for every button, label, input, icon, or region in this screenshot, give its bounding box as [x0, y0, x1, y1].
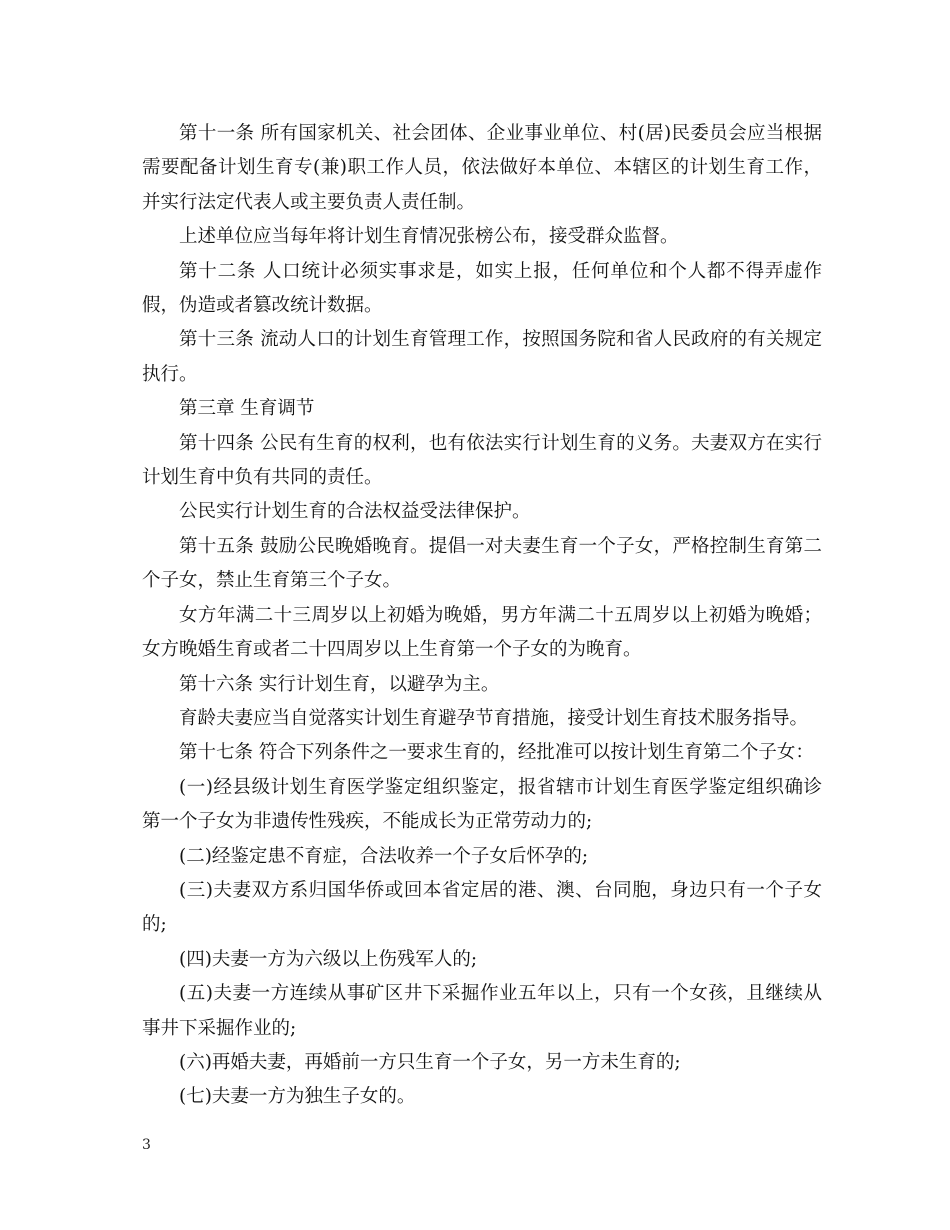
paragraph-article-13: 第十三条 流动人口的计划生育管理工作，按照国务院和省人民政府的有关规定执行。: [142, 329, 822, 385]
list-item-condition-3: (三)夫妻双方系归国华侨或回本省定居的港、澳、台同胞，身边只有一个子女的;: [142, 879, 822, 936]
paragraph-article-15: 第十五条 鼓励公民晚婚晚育。提倡一对夫妻生育一个子女，严格控制生育第二个子女，禁止生育第三个子女。: [142, 535, 822, 592]
list-item-condition-2: (二)经鉴定患不育症，合法收养一个子女后怀孕的;: [179, 845, 589, 867]
paragraph-article-11-public-notice: 上述单位应当每年将计划生育情况张榜公布，接受群众监督。: [179, 226, 679, 248]
list-item-condition-4: (四)夫妻一方为六级以上伤残军人的;: [179, 948, 478, 970]
list-item-condition-6: (六)再婚夫妻，再婚前一方只生育一个子女，另一方未生育的;: [179, 1051, 681, 1073]
paragraph-article-12: 第十二条 人口统计必须实事求是，如实上报，任何单位和个人都不得弄虚作假，伪造或者篡改统计数据。: [142, 260, 822, 317]
page-number: 3: [142, 1137, 151, 1153]
document-body: [142, 117, 822, 1115]
list-item-condition-1: (一)经县级计划生育医学鉴定组织鉴定，报省辖市计划生育医学鉴定组织确诊第一个子女为非遗传性残疾，不能成长为正常劳动力的;: [142, 776, 822, 833]
list-item-condition-5: (五)夫妻一方连续从事矿区井下采掘作业五年以上，只有一个女孩，且继续从事井下采掘作业的;: [142, 983, 822, 1039]
chapter-heading: 第三章 生育调节: [179, 398, 315, 420]
paragraph-article-16: 第十六条 实行计划生育，以避孕为主。: [179, 673, 500, 695]
paragraph-article-17: 第十七条 符合下列条件之一要求生育的，经批准可以按计划生育第二个子女：: [179, 742, 814, 764]
paragraph-article-14: 第十四条 公民有生育的权利，也有依法实行计划生育的义务。夫妻双方在实行计划生育中负有共同的责任。: [142, 432, 822, 489]
paragraph-article-11: 第十一条 所有国家机关、社会团体、企业事业单位、村(居)民委员会应当根据需要配备计划生育专(兼)职工作人员，依法做好本单位、本辖区的计划生育工作，并实行法定代表人或主要负责人责任制。: [142, 123, 822, 213]
paragraph-article-14-protection: 公民实行计划生育的合法权益受法律保护。: [179, 501, 531, 523]
paragraph-article-16-contraception: 育龄夫妻应当自觉落实计划生育避孕节育措施，接受计划生育技术服务指导。: [179, 707, 809, 729]
list-item-condition-7: (七)夫妻一方为独生子女的。: [179, 1086, 416, 1108]
paragraph-article-15-late-marriage: 女方年满二十三周岁以上初婚为晚婚，男方年满二十五周岁以上初婚为晚婚；女方晚婚生育或者二十四周岁以上生育第一个子女的为晚育。: [142, 604, 822, 661]
